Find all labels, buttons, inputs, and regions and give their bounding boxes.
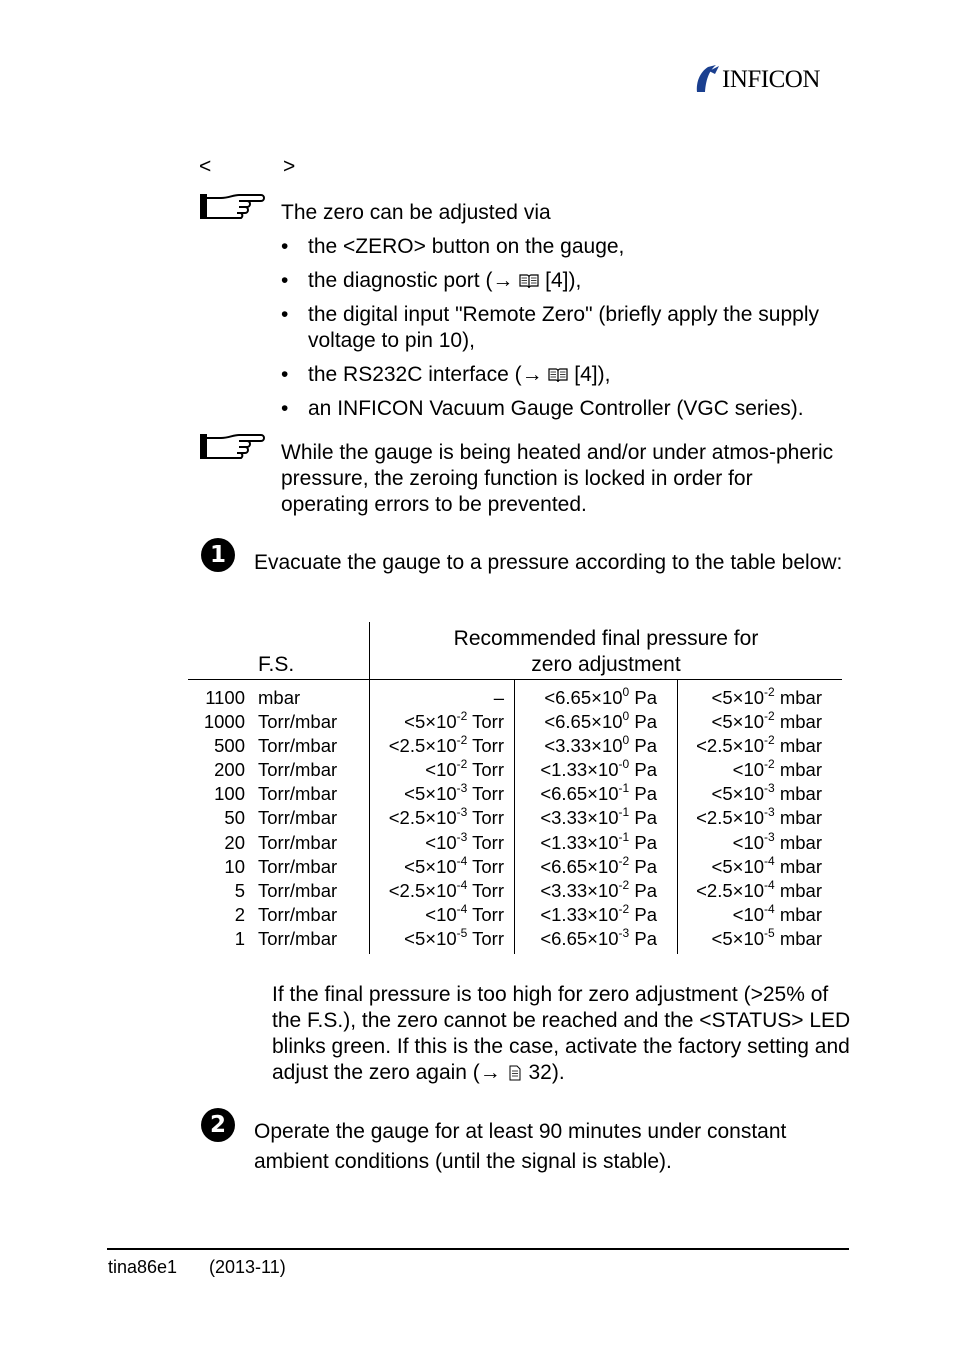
table-cell-fs: 50	[224, 807, 245, 829]
column-mbar	[680, 686, 822, 951]
table-cell-pa: $<1.33\times 10^{-0}$ Pa	[540, 757, 657, 781]
heading-right: >	[283, 155, 296, 178]
book-icon	[519, 273, 539, 289]
table-cell-torr: $<2.5\times 10^{-2}$ Torr	[388, 733, 504, 757]
table-cell-torr: $<5\times 10^{-3}$ Torr	[404, 781, 504, 805]
table-cell-mbar: $<5\times 10^{-2}$ mbar	[711, 709, 822, 733]
table-cell-torr: $<2.5\times 10^{-3}$ Torr	[388, 805, 504, 829]
heading-left: <	[199, 155, 212, 178]
footer-date: (2013-11)	[209, 1257, 286, 1277]
table-cell-unit: Torr/mbar	[258, 879, 338, 901]
table-cell-torr: $<5\times 10^{-2}$ Torr	[404, 709, 504, 733]
list-item: • the RS232C interface (→ [4]),	[281, 362, 861, 388]
header-fs: F.S.	[258, 653, 295, 676]
list-item: • the <ZERO> button on the gauge,	[281, 234, 861, 260]
table-cell-pa: $<1.33\times 10^{-2}$ Pa	[540, 901, 657, 925]
table-cell-fs: 20	[224, 831, 245, 853]
table-cell-pa: $<1.33\times 10^{-1}$ Pa	[540, 829, 657, 853]
table-cell-torr: $<5\times 10^{-4}$ Torr	[404, 853, 504, 877]
list-item: • the digital input "Remote Zero" (briefly apply the supply voltage to pin 10),	[281, 302, 861, 354]
table-cell-unit: Torr/mbar	[258, 759, 338, 781]
adjust-methods-list	[281, 234, 861, 430]
after-table-text: If the final pressure is too high for zero adjustment (>25% of the F.S.), the zero cannot be reached and the <STATUS> LED blinks green. If this is the case, activate the factory setting and adjust the zero again (→ 32).	[272, 983, 851, 1084]
table-cell-mbar: $<10^{-2}$ mbar	[732, 757, 822, 781]
note1-intro: The zero can be adjusted via	[281, 201, 551, 224]
page-icon	[507, 1065, 523, 1081]
note2-text: While the gauge is being heated and/or under atmos-pheric pressure, the zeroing function is locked in order for operating errors to be prevented.	[281, 441, 834, 516]
table-cell-torr: $<10^{-4}$ Torr	[425, 901, 504, 925]
column-pa	[516, 686, 657, 951]
table-cell-mbar: $<10^{-4}$ mbar	[732, 901, 822, 925]
table-cell-mbar: $<2.5\times 10^{-4}$ mbar	[696, 877, 822, 901]
column-fs	[188, 686, 245, 951]
column-unit	[258, 686, 368, 951]
table-cell-mbar: $<5\times 10^{-2}$ mbar	[711, 685, 822, 708]
column-torr	[370, 686, 504, 951]
list-item: • the diagnostic port (→ [4]),	[281, 268, 861, 294]
table-cell-mbar: $<2.5\times 10^{-2}$ mbar	[696, 733, 822, 757]
table-cell-unit: Torr/mbar	[258, 735, 338, 757]
table-cell-unit: Torr/mbar	[258, 855, 338, 877]
table-cell-unit: Torr/mbar	[258, 783, 338, 805]
step-2-badge: 2	[201, 1108, 235, 1142]
footer-rule	[107, 1248, 849, 1250]
table-cell-fs: 200	[214, 759, 245, 781]
table-cell-unit: Torr/mbar	[258, 927, 338, 949]
table-cell-pa: $<6.65\times 10^{-2}$ Pa	[540, 853, 657, 877]
table-cell-unit: Torr/mbar	[258, 807, 338, 829]
table-cell-fs: 100	[214, 783, 245, 805]
table-cell-mbar: $<5\times 10^{-4}$ mbar	[711, 853, 822, 877]
table-cell-pa: $<6.65\times 10^0$ Pa	[544, 709, 657, 733]
footer-doc-id: tina86e1	[108, 1257, 178, 1277]
pointing-hand-icon	[199, 192, 265, 222]
table-cell-torr: $<5\times 10^{-5}$ Torr	[404, 925, 504, 949]
logo-text: INFICON	[722, 66, 820, 93]
table-cell-mbar: $<5\times 10^{-3}$ mbar	[711, 781, 822, 805]
pointing-hand-icon	[199, 432, 265, 462]
table-cell-mbar: $<10^{-3}$ mbar	[732, 829, 822, 853]
table-cell-pa: $<6.65\times 10^{-3}$ Pa	[540, 925, 657, 949]
table-cell-pa: $<3.33\times 10^0$ Pa	[544, 733, 657, 757]
table-cell-unit: mbar	[258, 687, 301, 708]
table-cell-pa: $<6.65\times 10^{-1}$ Pa	[540, 781, 657, 805]
book-icon	[548, 367, 568, 383]
table-cell-unit: Torr/mbar	[258, 711, 338, 733]
table-cell-torr: $<10^{-3}$ Torr	[425, 829, 504, 853]
header-recommended: Recommended final pressure for zero adjustment	[453, 627, 759, 676]
table-cell-unit: Torr/mbar	[258, 831, 338, 853]
step-2-text: Operate the gauge for at least 90 minutes under constant ambient conditions (until the signal is stable).	[254, 1120, 787, 1173]
step-1-badge: 1	[201, 538, 235, 572]
table-cell-fs: 10	[224, 855, 245, 877]
table-cell-fs: 2	[234, 903, 245, 925]
table-cell-pa: $<3.33\times 10^{-1}$ Pa	[540, 805, 657, 829]
table-cell-fs: 1	[234, 927, 245, 949]
inficon-logo	[694, 62, 846, 96]
table-cell-unit: Torr/mbar	[258, 903, 338, 925]
table-cell-torr: $<10^{-2}$ Torr	[425, 757, 504, 781]
table-cell-fs: 5	[234, 879, 245, 901]
list-item: • an INFICON Vacuum Gauge Controller (VGC series).	[281, 396, 861, 422]
table-cell-fs: 1000	[203, 711, 245, 733]
inficon-logo-icon	[694, 62, 720, 96]
table-cell-mbar: $<2.5\times 10^{-3}$ mbar	[696, 805, 822, 829]
table-cell-pa: $<6.65\times 10^0$ Pa	[544, 685, 657, 708]
table-cell-fs: 1100	[205, 687, 245, 708]
table-cell-torr: –	[493, 687, 504, 708]
table-cell-fs: 500	[214, 735, 245, 757]
table-cell-pa: $<3.33\times 10^{-2}$ Pa	[540, 877, 657, 901]
table-cell-torr: $<2.5\times 10^{-4}$ Torr	[388, 877, 504, 901]
table-cell-mbar: $<5\times 10^{-5}$ mbar	[711, 925, 822, 949]
pressure-table	[188, 622, 842, 954]
step-1-text: Evacuate the gauge to a pressure according to the table below:	[254, 551, 843, 574]
